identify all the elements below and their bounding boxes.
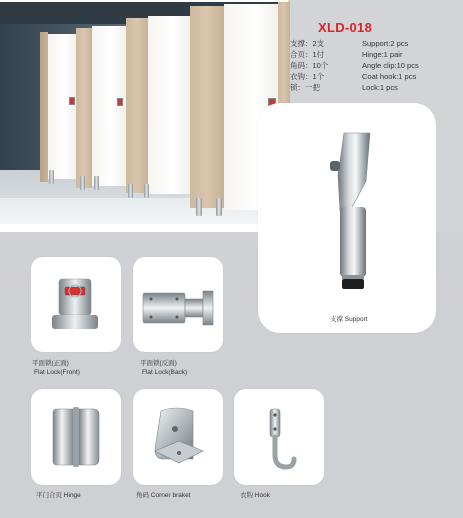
corner-bracket-card [133,389,223,485]
spec-cn: 角码：10个 [290,61,329,70]
flat-lock-front-card [31,257,121,352]
spec-cn: 合页：1付 [290,50,325,59]
spec-row [290,71,460,82]
flat-lock-back-caption-en: Flat Lock(Back) [142,369,188,376]
flat-lock-back-card [133,257,223,352]
spec-en: Support:2 pcs [362,39,409,48]
corner-bracket-image [133,389,223,485]
flat-lock-front-caption-cn: 平面锁(正面) [32,360,69,367]
hinge-caption: 平门合页 Hinge [36,492,81,499]
spec-row [290,49,460,60]
spec-en: Lock:1 pcs [362,83,398,92]
hinge-card [31,389,121,485]
hinge-image [31,389,121,485]
spec-cn: 支撑：2支 [290,39,325,48]
flat-lock-front-caption-en: Flat Lock(Front) [34,369,80,376]
spec-cn: 衣钩：1个 [290,72,325,81]
hook-image [234,389,324,485]
spec-row [290,60,460,71]
support-caption: 支撑 Support [330,316,368,323]
restroom-cubicle-photo [0,2,290,224]
flat-lock-front-image [31,257,121,352]
product-model: XLD-018 [318,20,373,35]
corner-bracket-caption: 角码 Corner braket [136,492,191,499]
spec-row [290,38,460,49]
support-card [258,103,436,333]
spec-cn: 锁：一把 [290,83,320,92]
support-leg-image [258,103,436,333]
spec-en: Hinge:1 pair [362,50,403,59]
hook-card [234,389,324,485]
spec-row [290,82,460,93]
spec-en: Angle clip:10 pcs [362,61,419,70]
hook-caption: 衣钩 Hook [240,492,270,499]
flat-lock-back-image [133,257,223,352]
spec-list [290,38,460,93]
flat-lock-back-caption-cn: 平面锁(反面) [140,360,177,367]
spec-en: Coat hook:1 pcs [362,72,417,81]
